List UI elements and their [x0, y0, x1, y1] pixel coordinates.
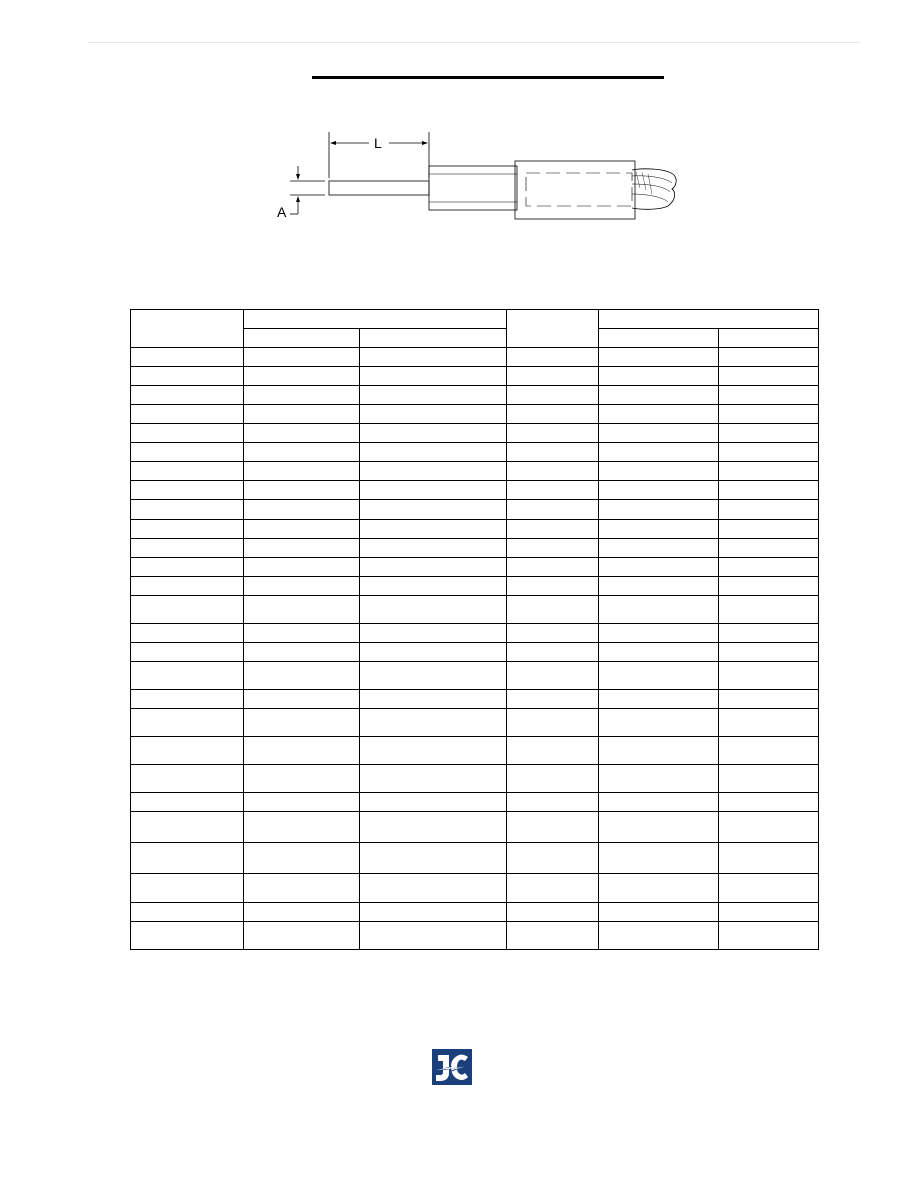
table-header-cell: [244, 329, 360, 348]
table-cell: [507, 642, 599, 661]
table-cell: [244, 367, 360, 386]
table-cell: [131, 538, 244, 557]
table-cell: [599, 405, 719, 424]
table-cell: [599, 595, 719, 623]
table-cell: [719, 812, 819, 843]
table-cell: [507, 557, 599, 576]
table-cell: [719, 500, 819, 519]
table-cell: [507, 519, 599, 538]
table-cell: [131, 709, 244, 737]
table-header-cell: [599, 329, 719, 348]
title-underline: [312, 76, 664, 79]
table-cell: [507, 538, 599, 557]
table-cell: [360, 595, 507, 623]
table-cell: [360, 367, 507, 386]
table-row: [131, 642, 819, 661]
table-cell: [360, 500, 507, 519]
dimension-label-a: A: [277, 204, 287, 220]
table-cell: [507, 576, 599, 595]
table-cell: [719, 765, 819, 793]
table-cell: [360, 386, 507, 405]
table-cell: [131, 367, 244, 386]
table-cell: [719, 576, 819, 595]
table-cell: [507, 812, 599, 843]
table-cell: [131, 557, 244, 576]
table-cell: [131, 843, 244, 874]
table-cell: [244, 874, 360, 902]
table-cell: [244, 843, 360, 874]
table-cell: [360, 424, 507, 443]
table-cell: [507, 793, 599, 812]
table-cell: [599, 500, 719, 519]
table-cell: [507, 386, 599, 405]
table-cell: [507, 595, 599, 623]
table-row: [131, 481, 819, 500]
table-cell: [719, 921, 819, 949]
table-cell: [360, 793, 507, 812]
table-cell: [131, 661, 244, 689]
table-cell: [507, 843, 599, 874]
table-row: [131, 367, 819, 386]
l-arrow-left: [330, 141, 336, 145]
table-cell: [599, 576, 719, 595]
table-cell: [599, 689, 719, 708]
table-cell: [360, 538, 507, 557]
table-cell: [719, 661, 819, 689]
table-cell: [244, 519, 360, 538]
table-cell: [131, 737, 244, 765]
table-cell: [719, 709, 819, 737]
table-cell: [360, 443, 507, 462]
table-cell: [599, 557, 719, 576]
table-cell: [360, 481, 507, 500]
table-row: [131, 874, 819, 902]
table-cell: [244, 443, 360, 462]
table-header-cell: [131, 310, 244, 348]
terminal-dimension-diagram: [270, 128, 690, 228]
table-cell: [507, 443, 599, 462]
table-cell: [360, 902, 507, 921]
table-cell: [360, 623, 507, 642]
table-cell: [131, 793, 244, 812]
table-cell: [360, 405, 507, 424]
a-arrow-bottom: [296, 196, 300, 202]
table-cell: [599, 462, 719, 481]
table-header-cell: [719, 329, 819, 348]
table-cell: [131, 595, 244, 623]
table-cell: [360, 576, 507, 595]
table-cell: [507, 661, 599, 689]
table-cell: [719, 874, 819, 902]
table-cell: [131, 519, 244, 538]
table-cell: [360, 737, 507, 765]
table-cell: [599, 812, 719, 843]
table-header-row: [131, 310, 819, 329]
table-cell: [719, 843, 819, 874]
table-cell: [719, 443, 819, 462]
table-cell: [360, 462, 507, 481]
table-cell: [360, 709, 507, 737]
table-header-cell: [507, 310, 599, 348]
table-cell: [719, 623, 819, 642]
table-row: [131, 557, 819, 576]
table-cell: [244, 661, 360, 689]
table-cell: [599, 623, 719, 642]
table-cell: [131, 623, 244, 642]
table-cell: [244, 737, 360, 765]
table-cell: [244, 386, 360, 405]
table-cell: [719, 557, 819, 576]
table-row: [131, 661, 819, 689]
table-row: [131, 902, 819, 921]
table-cell: [360, 642, 507, 661]
terminal-pin: [329, 181, 429, 195]
table-cell: [360, 765, 507, 793]
table-row: [131, 737, 819, 765]
table-cell: [599, 737, 719, 765]
table-cell: [131, 812, 244, 843]
table-cell: [244, 595, 360, 623]
table-cell: [244, 481, 360, 500]
table-cell: [360, 812, 507, 843]
table-cell: [244, 902, 360, 921]
table-row: [131, 500, 819, 519]
table-cell: [131, 462, 244, 481]
table-row: [131, 709, 819, 737]
table-row: [131, 538, 819, 557]
table-cell: [131, 576, 244, 595]
table-cell: [507, 424, 599, 443]
table-cell: [507, 481, 599, 500]
table-cell: [599, 367, 719, 386]
table-cell: [599, 424, 719, 443]
table-cell: [719, 737, 819, 765]
table-cell: [244, 557, 360, 576]
specification-table: [130, 309, 819, 950]
table-cell: [244, 576, 360, 595]
table-cell: [131, 874, 244, 902]
table-cell: [244, 538, 360, 557]
table-cell: [599, 481, 719, 500]
table-row: [131, 623, 819, 642]
table-cell: [599, 874, 719, 902]
table-cell: [507, 405, 599, 424]
table-cell: [360, 348, 507, 367]
table-row: [131, 405, 819, 424]
table-cell: [719, 481, 819, 500]
table-cell: [599, 661, 719, 689]
table-row: [131, 595, 819, 623]
table-cell: [131, 902, 244, 921]
dimension-label-l: L: [374, 135, 382, 151]
table-cell: [244, 623, 360, 642]
table-cell: [719, 405, 819, 424]
table-cell: [719, 462, 819, 481]
table-cell: [507, 348, 599, 367]
terminal-ferrule: [429, 166, 517, 210]
table-cell: [360, 874, 507, 902]
table-row: [131, 519, 819, 538]
table-cell: [719, 348, 819, 367]
hidden-barrel-outline: [526, 173, 632, 206]
table-cell: [131, 348, 244, 367]
table-cell: [507, 765, 599, 793]
table-cell: [719, 595, 819, 623]
table-cell: [507, 737, 599, 765]
table-cell: [244, 793, 360, 812]
table-cell: [244, 348, 360, 367]
table-cell: [131, 481, 244, 500]
table-cell: [507, 689, 599, 708]
table-cell: [131, 642, 244, 661]
table-cell: [719, 367, 819, 386]
table-cell: [507, 902, 599, 921]
table-row: [131, 462, 819, 481]
table-row: [131, 348, 819, 367]
table-cell: [599, 765, 719, 793]
table-cell: [244, 500, 360, 519]
table-row: [131, 843, 819, 874]
table-cell: [507, 623, 599, 642]
table-cell: [131, 921, 244, 949]
table-cell: [599, 902, 719, 921]
table-cell: [719, 902, 819, 921]
table-header-cell: [244, 310, 507, 329]
table-row: [131, 812, 819, 843]
table-header-cell: [360, 329, 507, 348]
table-cell: [131, 386, 244, 405]
table-row: [131, 765, 819, 793]
table-cell: [131, 500, 244, 519]
table-row: [131, 576, 819, 595]
table-row: [131, 386, 819, 405]
table-cell: [599, 709, 719, 737]
a-arrow-top: [296, 174, 300, 180]
table-cell: [244, 642, 360, 661]
table-cell: [244, 689, 360, 708]
table-cell: [507, 921, 599, 949]
table-row: [131, 424, 819, 443]
table-cell: [719, 519, 819, 538]
table-cell: [599, 538, 719, 557]
table-cell: [599, 443, 719, 462]
table-cell: [507, 874, 599, 902]
table-cell: [719, 642, 819, 661]
insulation-sleeve: [515, 161, 635, 219]
table-header-cell: [599, 310, 819, 329]
table-cell: [360, 519, 507, 538]
table-row: [131, 793, 819, 812]
table-cell: [360, 661, 507, 689]
table-cell: [719, 793, 819, 812]
table-cell: [360, 557, 507, 576]
table-cell: [507, 500, 599, 519]
table-cell: [244, 424, 360, 443]
table-cell: [599, 519, 719, 538]
table-cell: [719, 689, 819, 708]
table-cell: [244, 812, 360, 843]
stranded-wire-end: [632, 169, 676, 209]
table-cell: [599, 348, 719, 367]
table-cell: [360, 689, 507, 708]
table-cell: [131, 765, 244, 793]
jc-logo-icon: [432, 1049, 472, 1085]
table-row: [131, 921, 819, 949]
header-rule: [88, 42, 860, 43]
table-cell: [719, 424, 819, 443]
table-cell: [360, 843, 507, 874]
table-cell: [599, 642, 719, 661]
table-cell: [131, 689, 244, 708]
table-cell: [244, 405, 360, 424]
table-cell: [599, 386, 719, 405]
table-cell: [719, 386, 819, 405]
table-cell: [244, 462, 360, 481]
table-cell: [244, 765, 360, 793]
table-cell: [244, 709, 360, 737]
table-row: [131, 443, 819, 462]
table-cell: [599, 843, 719, 874]
table-cell: [599, 793, 719, 812]
table-cell: [507, 462, 599, 481]
table-cell: [244, 921, 360, 949]
table-cell: [599, 921, 719, 949]
l-arrow-right: [422, 141, 428, 145]
table-row: [131, 689, 819, 708]
table-cell: [131, 424, 244, 443]
table-cell: [507, 709, 599, 737]
table-cell: [131, 405, 244, 424]
table-cell: [131, 443, 244, 462]
table-cell: [360, 921, 507, 949]
table-cell: [719, 538, 819, 557]
table-cell: [507, 367, 599, 386]
